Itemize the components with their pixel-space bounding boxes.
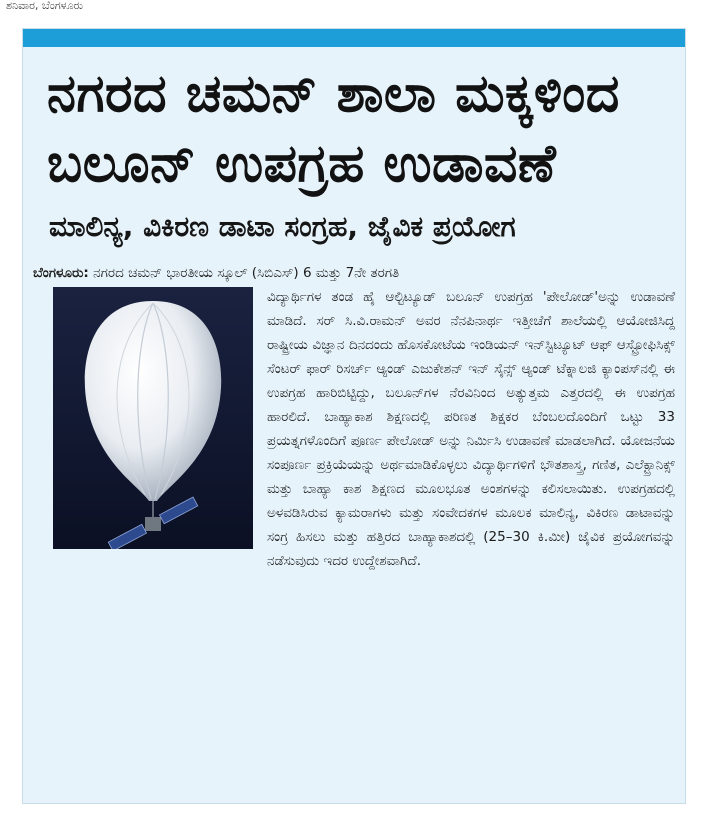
balloon-satellite-photo	[53, 287, 253, 549]
accent-bar	[23, 29, 685, 47]
news-clipping	[22, 28, 686, 804]
lead-line	[33, 261, 675, 285]
lead-text: ನಗರದ ಚಮನ್ ಭಾರತೀಯ ಸ್ಕೂಲ್ (ಸಿಬಿಎಸ್) 6 ಮತ್ತು 7ನೇ ತರಗತಿ	[93, 265, 400, 281]
headline: ನಗರದ ಚಮನ್ ಶಾಲಾ ಮಕ್ಕಳಿಂದ ಬಲೂನ್ ಉಪಗ್ರಹ ಉಡಾವಣೆ	[47, 64, 620, 194]
subheadline: ಮಾಲಿನ್ಯ, ವಿಕಿರಣ ಡಾಟಾ ಸಂಗ್ರಹ, ಜೈವಿಕ ಪ್ರಯೋಗ	[49, 210, 516, 243]
dateline: ಬೆಂಗಳೂರು:	[33, 265, 89, 281]
article-body	[33, 261, 675, 573]
page-header-strip: ಶನಿವಾರ, ಬೆಂಗಳೂರು	[6, 0, 83, 12]
article-body-text: ವಿದ್ಯಾರ್ಥಿಗಳ ತಂಡ ಹೈ ಆಲ್ಟಿಟ್ಯೂಡ್ ಬಲೂನ್ ಉಪಗ್ರಹ 'ಪೇಲೋಡ್'ಅನ್ನು ಉಡಾವಣೆ ಮಾಡಿದೆ. ಸರ್ ಸಿ.ವಿ.ರಾಮನ್ ಅವರ ನೆನಪಿನಾರ್ಥ ಇತ್ತೀಚೆಗೆ ಶಾಲೆಯಲ್ಲಿ ಆಯೋಜಿಸಿದ್ದ ರಾಷ್ಟ್ರೀಯ ವಿಜ್ಞಾನ ದಿನದಂದು ಹೊಸಕೋಟೆಯ ಇಂಡಿಯನ್ ಇನ್‌ಸ್ಟಿಟ್ಯೂಟ್ ಆಫ್ ಆಸ್ಟ್ರೋಫಿಸಿಕ್ಸ್ ಸೆಂಟರ್ ಫಾರ್ ರಿಸರ್ಚ್ ಆ್ಯಂಡ್ ಎಜುಕೇಶನ್ ಇನ್ ಸೈನ್ಸ್ ಆ್ಯಂಡ್ ಟೆಕ್ನಾಲಜಿ ಕ್ಯಾಂಪಸ್‌ನಲ್ಲಿ ಈ ಉಪಗ್ರಹ ಹಾರಿಬಿಟ್ಟಿದ್ದು, ಬಲೂನ್‌ಗಳ ನೆರವಿನಿಂದ ಅತ್ಯುತ್ತಮ ಎತ್ತರದಲ್ಲಿ ಈ ಉಪಗ್ರಹ ಹಾರಲಿದೆ. ಬಾಹ್ಯಾಕಾಶ ಶಿಕ್ಷಣದಲ್ಲಿ ಪರಿಣತ ಶಿಕ್ಷಕರ ಬೆಂಬಲದೊಂದಿಗೆ ಒಟ್ಟು 33 ಪ್ರಯತ್ನಗಳೊಂದಿಗೆ ಪೂರ್ಣ ಪೇಲೋಡ್ ಅನ್ನು ನಿರ್ಮಿಸಿ ಉಡಾವಣೆ ಮಾಡಲಾಗಿದೆ. ಯೋಜನೆಯ ಸಂಪೂರ್ಣ ಪ್ರಕ್ರಿಯೆಯನ್ನು ಅರ್ಥಮಾಡಿಕೊಳ್ಳಲು ವಿದ್ಯಾರ್ಥಿಗಳಿಗೆ ಭೌತಶಾಸ್ತ್ರ, ಗಣಿತ, ಎಲೆಕ್ಟ್ರಾನಿಕ್ಸ್ ಮತ್ತು ಬಾಹ್ಯಾ ಕಾಶ ಶಿಕ್ಷಣದ ಮೂಲಭೂತ ಅಂಶಗಳನ್ನು ಕಲಿಸಲಾಯಿತು. ಉಪಗ್ರಹದಲ್ಲಿ ಅಳವಡಿಸಿರುವ ಕ್ಯಾಮರಾಗಳು ಮತ್ತು ಸಂವೇದಕಗಳ ಮೂಲಕ ಮಾಲಿನ್ಯ, ವಿಕಿರಣ ಡಾಟಾವನ್ನು ಸಂಗ್ರ ಹಿಸಲು ಮತ್ತು ಹತ್ತಿರದ ಬಾಹ್ಯಾಕಾಶದಲ್ಲಿ (25–30 ಕಿ.ಮೀ) ಜೈವಿಕ ಪ್ರಯೋಗವನ್ನು ನಡೆಸುವುದು ಇದರ ಉದ್ದೇಶವಾಗಿದೆ.	[267, 289, 675, 569]
